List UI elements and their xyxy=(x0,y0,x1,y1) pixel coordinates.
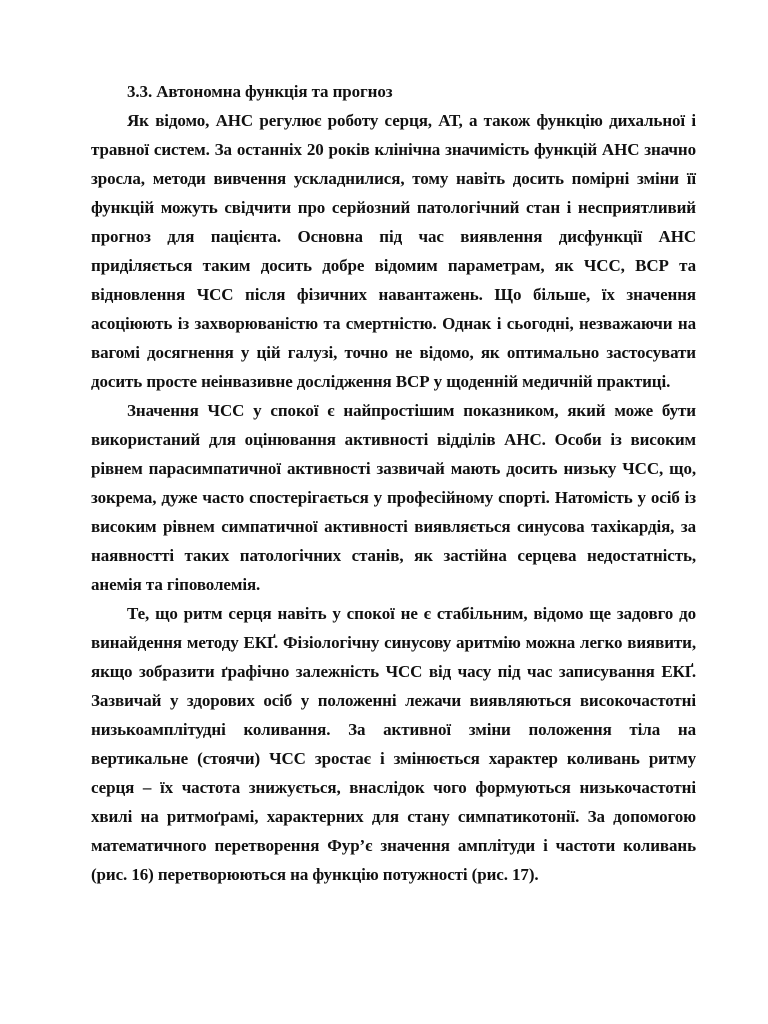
section-heading: 3.3. Автономна функція та прогноз xyxy=(127,82,393,101)
paragraph-3: Те, що ритм серця навіть у спокої не є стабільним, відомо ще задовго до винайдення методу ЕКҐ. Фізіологічну синусову аритмію можна легко виявити, якщо зобразити ґрафічно залежність ЧСС від часу під час записування ЕКҐ. Зазвичай у здорових осіб у положенні лежачи виявляються високочастотні низькоамплітудні коливання. За активної зміни положення тіла на вертикальне (стоячи) ЧСС зростає і змінюється характер коливань ритму серця – їх частота знижується, внаслідок чого формуються низькочастотні хвилі на ритмоґрамі, характерних для стану симпатикотонії. За допомогою математичного перетворення Фур’є значення амплітуди і частоти коливань (рис. 16) перетворюються на функцію потужності (рис. 17). xyxy=(91,604,696,884)
paragraph-1: Як відомо, АНС регулює роботу серця, АТ, а також функцію дихальної і травної систем. За останніх 20 років клінічна значимість функцій АНС значно зросла, методи вивчення ускладнилися, тому навіть досить помірні зміни її функцій можуть свідчити про серйозний патологічний стан і несприятливий прогноз для пацієнта. Основна під час виявлення дисфункції АНС приділяється таким досить добре відомим параметрам, як ЧСС, ВСР та відновлення ЧСС після фізичних навантажень. Що більше, їх значення асоціюють із захворюваністю та смертністю. Однак і сьогодні, незважаючи на вагомі досягнення у цій галузі, точно не відомо, як оптимально застосувати досить просте неінвазивне дослідження ВСР у щоденній медичній практиці. xyxy=(91,111,696,391)
paragraph-2: Значення ЧСС у спокої є найпростішим показником, який може бути використаний для оцінювання активності відділів АНС. Особи із високим рівнем парасимпатичної активності зазвичай мають досить низьку ЧСС, що, зокрема, дуже часто спостерігається у професійному спорті. Натомість у осіб із високим рівнем симпатичної активності виявляється синусова тахікардія, за наявностті таких патологічних станів, як застійна серцева недостатність, анемія та гіповолемія. xyxy=(91,401,696,594)
document-body xyxy=(91,77,696,889)
